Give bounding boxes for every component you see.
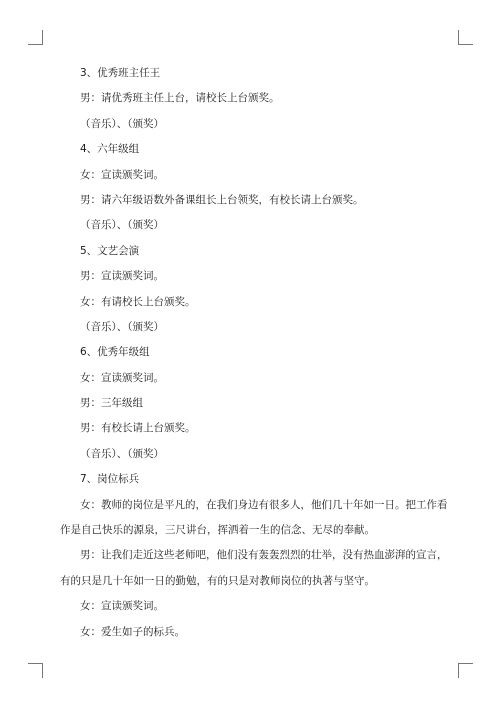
paragraph: 男：请六年级语数外备课组长上台领奖，有校长请上台颁奖。 bbox=[80, 193, 364, 206]
paragraph: 女：有请校长上台颁奖。 bbox=[80, 295, 196, 308]
section-heading: 3、优秀班主任王 bbox=[80, 67, 161, 79]
section-heading: 5、文艺会演 bbox=[80, 244, 140, 257]
paragraph: 男：三年级组 bbox=[80, 397, 143, 410]
section-heading: 4、六年级组 bbox=[80, 143, 140, 156]
crop-mark-bottom-right bbox=[458, 663, 473, 678]
paragraph: 女：宣读颁奖词。 bbox=[80, 371, 164, 384]
paragraph: （音乐）、（颁奖） bbox=[80, 447, 164, 460]
paragraph: 男：请优秀班主任上台，请校长上台颁奖。 bbox=[80, 92, 280, 105]
paragraph: 男：宣读颁奖词。 bbox=[80, 270, 164, 283]
paragraph: 男：有校长请上台颁奖。 bbox=[80, 422, 196, 435]
paragraph: 女：教师的岗位是平凡的，在我们身边有很多人，他们几十年如一日。把工作看 bbox=[80, 498, 448, 511]
paragraph: 女：爱生如子的标兵。 bbox=[80, 625, 185, 638]
paragraph: 女：宣读颁奖词。 bbox=[80, 600, 164, 613]
paragraph-continuation: 有的只是几十年如一日的勤勉，有的只是对教师岗位的执著与坚守。 bbox=[60, 574, 375, 587]
paragraph: 男：让我们走近这些老师吧，他们没有轰轰烈烈的壮举，没有热血澎湃的宣言， bbox=[80, 549, 448, 562]
crop-mark-top-left bbox=[28, 30, 43, 45]
paragraph-continuation: 作是自己快乐的源泉，三尺讲台，挥洒着一生的信念、无尽的奉献。 bbox=[60, 524, 375, 537]
section-heading: 6、优秀年级组 bbox=[80, 346, 150, 359]
crop-mark-bottom-left bbox=[28, 663, 43, 678]
section-heading: 7、岗位标兵 bbox=[80, 473, 140, 486]
paragraph: （音乐）、（颁奖） bbox=[80, 117, 164, 130]
paragraph: （音乐）、（颁奖） bbox=[80, 219, 164, 232]
document-body bbox=[60, 66, 448, 650]
paragraph: （音乐）、（颁奖） bbox=[80, 320, 164, 333]
crop-mark-top-right bbox=[458, 30, 473, 45]
paragraph: 女：宣读颁奖词。 bbox=[80, 168, 164, 181]
